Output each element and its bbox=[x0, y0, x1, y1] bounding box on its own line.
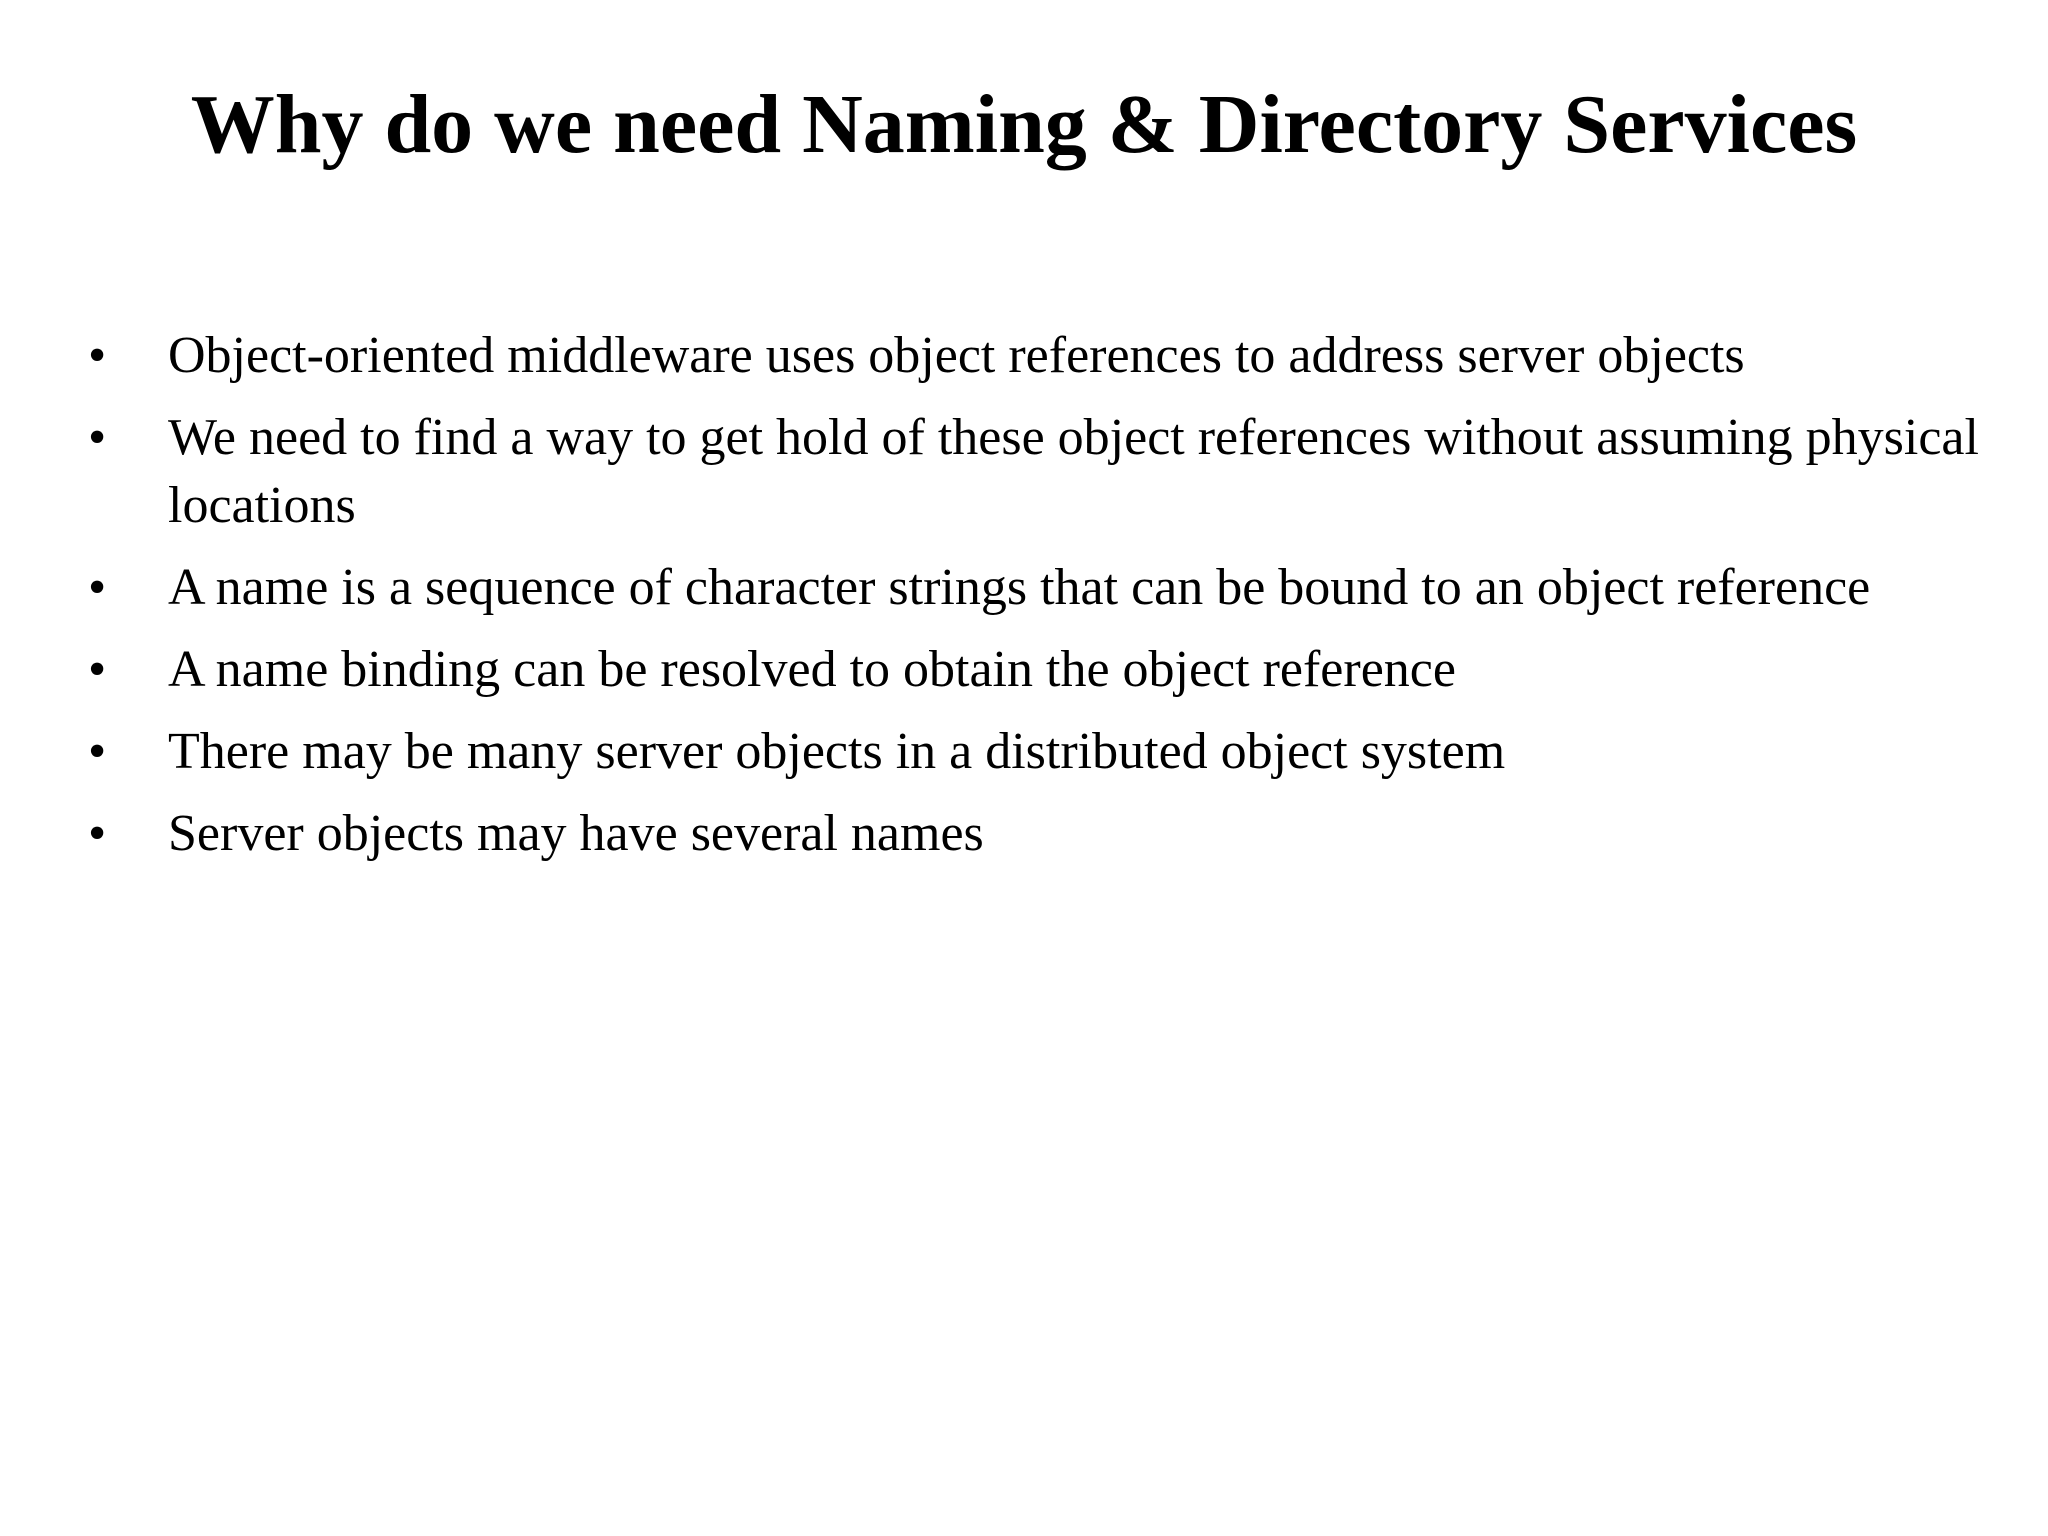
bullet-icon: • bbox=[88, 805, 107, 862]
bullet-item bbox=[88, 800, 2008, 868]
bullet-text: There may be many server objects in a distributed object system bbox=[168, 723, 1506, 780]
bullet-text: We need to find a way to get hold of these object references without assuming physical locations bbox=[168, 409, 1979, 534]
bullet-item bbox=[88, 636, 2008, 704]
bullet-icon: • bbox=[88, 641, 107, 698]
bullet-item bbox=[88, 718, 2008, 786]
bullet-item bbox=[88, 322, 2008, 390]
bullet-icon: • bbox=[88, 559, 107, 616]
bullet-text: Server objects may have several names bbox=[168, 805, 984, 862]
bullet-icon: • bbox=[88, 409, 107, 466]
bullet-item bbox=[88, 404, 2008, 540]
bullet-text: Object-oriented middleware uses object references to address server objects bbox=[168, 327, 1745, 384]
bullet-icon: • bbox=[88, 723, 107, 780]
bullet-icon: • bbox=[88, 327, 107, 384]
bullet-text: A name binding can be resolved to obtain the object reference bbox=[168, 641, 1456, 698]
slide-title: Why do we need Naming & Directory Services bbox=[190, 78, 1858, 171]
bullet-item bbox=[88, 554, 2008, 622]
bullet-list bbox=[88, 322, 2008, 882]
bullet-text: A name is a sequence of character strings that can be bound to an object reference bbox=[168, 559, 1871, 616]
